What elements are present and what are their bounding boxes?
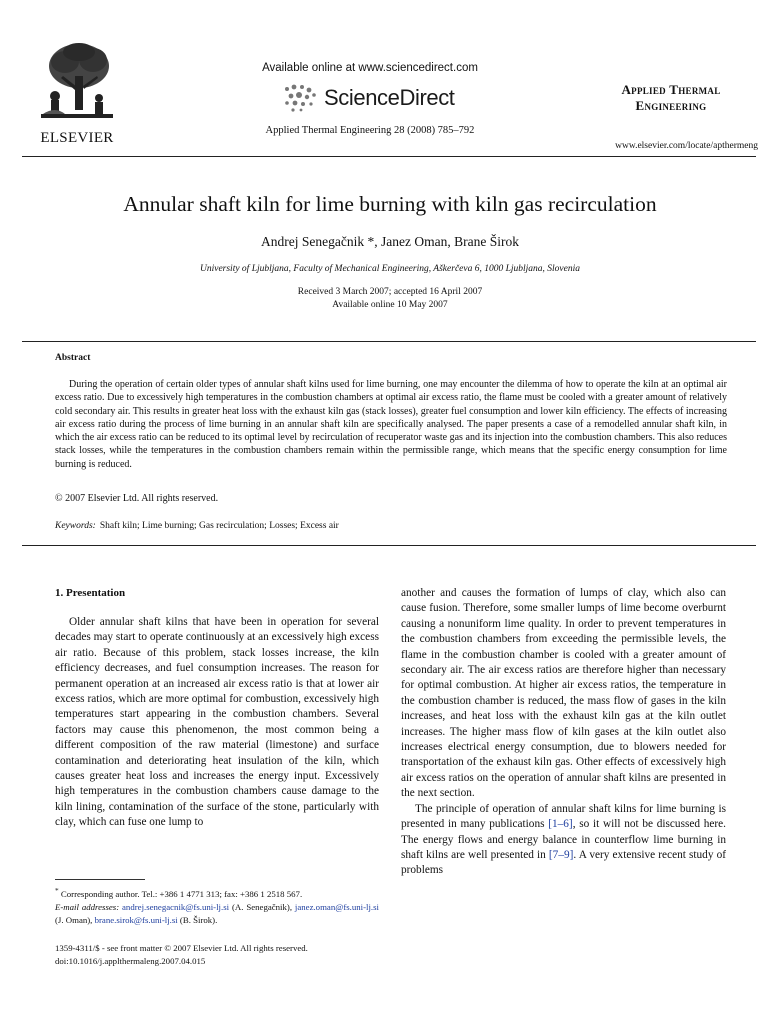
article-dates xyxy=(40,286,740,312)
email-link-1[interactable]: andrej.senegacnik@fs.uni-lj.si xyxy=(122,901,230,912)
right-paragraph-2-text-c: . A very extensive recent study of problems xyxy=(401,848,726,877)
email-name-2: (J. Oman), xyxy=(55,914,93,925)
journal-brand-line1: Applied Thermal xyxy=(621,82,721,97)
header-rule xyxy=(22,156,756,157)
footnote-marker: * xyxy=(55,886,59,895)
right-paragraph-2-text-a: The principle of operation of annular shaft kilns for lime burning is presented in many publications xyxy=(401,802,726,831)
article-authors: Andrej Senegačnik *, Janez Oman, Brane Širok xyxy=(261,234,519,249)
email-label: E-mail addresses: xyxy=(55,901,120,912)
corresponding-author-text: Corresponding author. Tel.: +386 1 4771 313; fax: +386 1 2518 567. xyxy=(60,888,303,899)
right-column xyxy=(401,586,726,879)
article-title: Annular shaft kiln for lime burning with kiln gas recirculation xyxy=(123,192,657,216)
issn-line: 1359-4311/$ - see front matter © 2007 Elsevier Ltd. All rights reserved. xyxy=(55,943,308,953)
journal-brand-line2: Engineering xyxy=(635,98,707,113)
doi-line[interactable]: doi:10.1016/j.applthermaleng.2007.04.015 xyxy=(55,955,206,966)
elsevier-tree-icon xyxy=(35,40,119,124)
left-paragraph: Older annular shaft kilns that have been in operation for several decades may start to operate continuously at an excessively high excess air ratio. Because of this problem, stack losses increase, the kiln efficiency decreases, and fuel consumption increases. The reason for permanent operation at an increased air excess ratio is that at lower air excess ratios, which are more optimal for combustion, excessively high temperatures start appearing in the combustion chambers. Several factors may cause this phenomenon, the most common being a different composition of the raw material (limestone) and surface contamination and deteriorating heat insulation of the kiln, which causes greater heat loss and increases the energy input. Excessively high temperatures in the combustion chambers cause damage to the kiln lining, contamination of the surface of the stone, particularly with clay, which can fuse one lump to xyxy=(55,616,379,829)
elsevier-logo xyxy=(22,40,132,144)
section-heading: 1. Presentation xyxy=(55,587,126,599)
sciencedirect-dots-icon xyxy=(283,83,319,113)
email-addresses xyxy=(55,901,379,927)
publisher-name: ELSEVIER xyxy=(40,130,114,146)
abstract-top-rule xyxy=(22,341,756,342)
email-link-2[interactable]: janez.oman@fs.uni-lj.si xyxy=(294,901,379,912)
keywords-list: Shaft kiln; Lime burning; Gas recirculation; Losses; Excess air xyxy=(99,521,339,531)
keywords-label: Keywords: xyxy=(55,521,96,531)
footnote xyxy=(55,884,379,927)
available-online-text: Available online at www.sciencedirect.com xyxy=(262,62,478,74)
abstract-bottom-rule xyxy=(22,545,756,546)
abstract-heading: Abstract xyxy=(55,353,91,363)
email-name-1: (A. Senegačnik), xyxy=(231,901,293,912)
sciencedirect-wordmark: ScienceDirect xyxy=(324,85,455,110)
email-name-3: (B. Širok). xyxy=(179,914,218,925)
journal-url-link[interactable]: www.elsevier.com/locate/apthermeng xyxy=(615,141,758,151)
right-paragraph-2 xyxy=(401,802,726,879)
journal-brand xyxy=(585,82,757,114)
sciencedirect-logo xyxy=(283,80,455,116)
abstract-copyright: © 2007 Elsevier Ltd. All rights reserved. xyxy=(55,493,219,504)
footnote-rule xyxy=(55,879,145,880)
right-paragraph-1: another and causes the formation of lumps of clay, which also can cause fusion. Therefore, some smaller lumps of lime become overburnt causing a nonuniform lime quality. In order to prevent temperatures in the combustion chambers from exceeding the permissible levels, the flame in the combustion chamber is cooled with a greater amount of secondary air. The air excess ratios are therefore higher than necessary for optimal combustion. At higher air excess ratios, the temperature in the combustion chamber is reduced, the mass flow of gases in the kiln increases, and heat loss with the exhaust kiln gas at the kiln outlet increases. The higher mass flow of kiln gases at the kiln outlet also increases electrical energy consumption, due to blowers needed for transportation of the exhaust kiln gas. Other effects of excessively high air excess ratios on the operation of annular shaft kilns are presented in the next section. xyxy=(401,587,726,800)
corresponding-author-note xyxy=(55,884,379,901)
citation-link-2[interactable]: [7–9] xyxy=(548,848,574,861)
citation-link-1[interactable]: [1–6] xyxy=(548,818,573,831)
front-matter xyxy=(55,942,385,967)
left-column xyxy=(55,615,379,831)
received-date: Received 3 March 2007; accepted 16 April 2007 xyxy=(297,287,483,297)
keywords xyxy=(55,521,339,531)
author-affiliation: University of Ljubljana, Faculty of Mechanical Engineering, Aškerčeva 6, 1000 Ljubljana, Slovenia xyxy=(199,264,581,274)
right-paragraph-2-text-b: , so it will not be discussed here. The energy flows and energy balance in counterflow lime burning in shaft kilns are well presented in xyxy=(401,818,726,861)
abstract-paragraph: During the operation of certain older types of annular shaft kilns used for lime burning, one may encounter the dilemma of how to operate the kiln at an optimal air excess ratio. Due to excessively high temperatures in the combustion chambers at optimal air excess ratio, the flame must be cooled with a greater amount of relatively cold secondary air. This results in greater heat loss with the exhaust kiln gas (stack losses), greater fuel consumption and lower kiln efficiency. The effects of increasing air excess ratio during the process of lime burning in an annular shaft kiln are specifically analysed. The paper presents a case of a remodelled annular shaft kiln, in which the air excess ratio can be reduced to its optimal level by recirculation of recuperator waste gas and its injection into the combustion chambers. This also reduces stack losses, while the temperatures in the combustion chambers remain within the permissible range, which means that the specific energy consumption for lime burning is reduced. xyxy=(55,379,727,470)
email-link-3[interactable]: brane.sirok@fs.uni-lj.si xyxy=(94,914,178,925)
available-date: Available online 10 May 2007 xyxy=(332,300,448,310)
abstract-text xyxy=(55,378,727,471)
journal-citation: Applied Thermal Engineering 28 (2008) 785–792 xyxy=(265,125,475,136)
